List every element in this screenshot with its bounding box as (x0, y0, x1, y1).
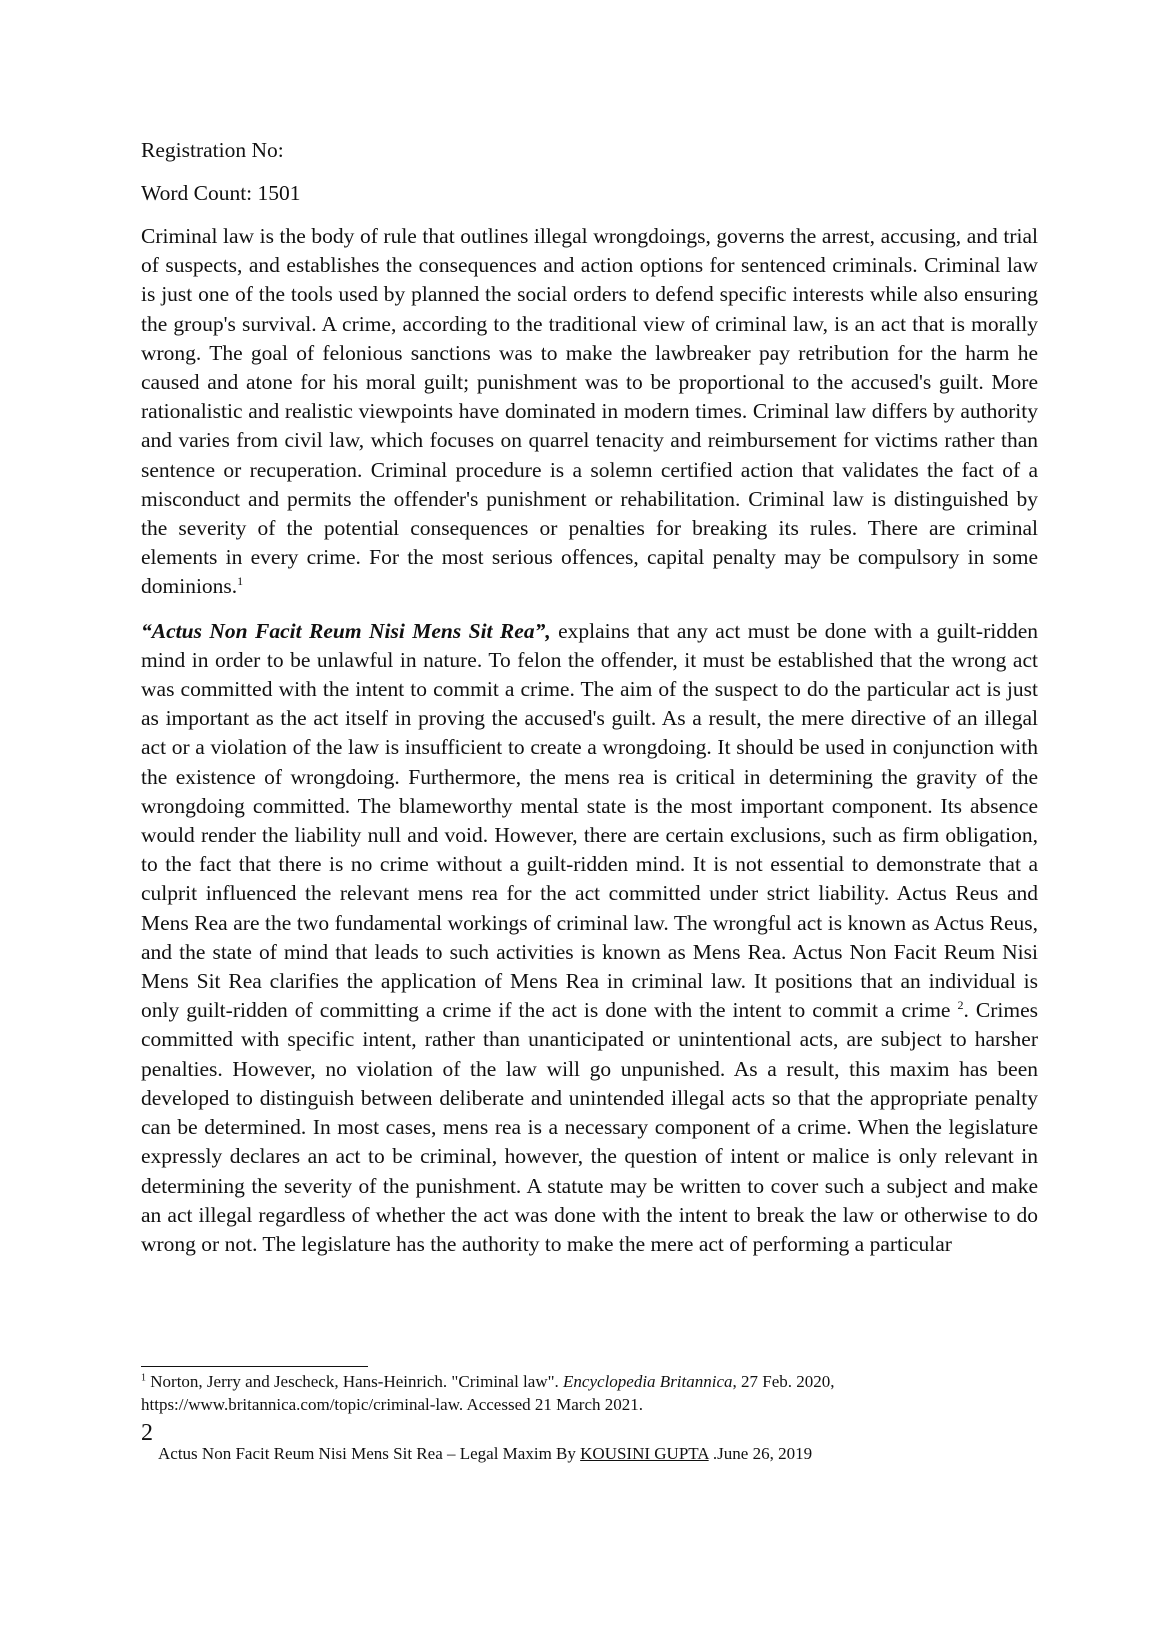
footnote-2 (158, 1442, 1038, 1465)
footnote-1-text-a: Norton, Jerry and Jescheck, Hans-Heinrich. "Criminal law". (146, 1372, 564, 1391)
paragraph-actus-non-facit (141, 617, 1038, 1259)
paragraph-2-text-b: . Crimes committed with specific intent, rather than unanticipated or unintentional acts, are subject to harsher penalties. However, no violation of the law will go unpunished. As a result, this maxim has been developed to distinguish between deliberate and unintended illegal acts so that the appropriate penalty can be determined. In most cases, mens rea is a necessary component of a crime. When the legislature expressly declares an act to be criminal, however, the question of intent or malice is only relevant in determining the severity of the punishment. A statute may be written to cover such a subject and make an act illegal regardless of whether the act was done with the intent to break the law or otherwise to do wrong or not. The legislature has the authority to make the mere act of performing a particular (141, 998, 1038, 1256)
footnote-1-text-b: , 27 Feb. 2020, https://www.britannica.com/topic/criminal-law. Accessed 21 March 2021. (141, 1372, 835, 1414)
footnote-2-text-b: .June 26, 2019 (708, 1444, 813, 1463)
footnote-1-number: 1 (141, 1372, 146, 1384)
footnote-1-source: Encyclopedia Britannica (563, 1372, 733, 1391)
paragraph-criminal-law (141, 222, 1038, 602)
footnote-ref-1[interactable]: 1 (237, 574, 244, 589)
body-content (141, 136, 1038, 1274)
paragraph-2-text-a: explains that any act must be done with a guilt-ridden mind in order to be unlawful in nature. To felon the offender, it must be established that the wrong act was committed with the intent to commit a crime. The aim of the suspect to do the particular act is just as important as the act itself in proving the accused's guilt. As a result, the mere directive of an illegal act or a violation of the law is insufficient to create a wrongdoing. It should be used in conjunction with the existence of wrongdoing. Furthermore, the mens rea is critical in determining the gravity of the wrongdoing committed. The blameworthy mental state is the most important component. Its absence would render the liability null and void. However, there are certain exclusions, such as firm obligation, to the fact that there is no crime without a guilt-ridden mind. It is not essential to demonstrate that a culprit influenced the relevant mens rea for the act committed under strict liability. Actus Reus and Mens Rea are the two fundamental workings of criminal law. The wrongful act is known as Actus Reus, and the state of mind that leads to such activities is known as Mens Rea. Actus Non Facit Reum Nisi Mens Sit Rea clarifies the application of Mens Rea in criminal law. It positions that an individual is only guilt-ridden of committing a crime if the act is done with the intent to commit a crime (141, 618, 1039, 1023)
paragraph-1-text: Criminal law is the body of rule that outlines illegal wrongdoings, governs the arrest, accusing, and trial of suspects, and establishes the consequences and action options for sentenced criminals. Criminal law is just one of the tools used by planned the social orders to defend specific interests while also ensuring the group's survival. A crime, according to the traditional view of criminal law, is an act that is morally wrong. The goal of felonious sanctions was to make the lawbreaker pay retribution for the harm he caused and atone for his moral guilt; punishment was to be proportional to the accused's guilt. More rationalistic and realistic viewpoints have dominated in modern times. Criminal law differs by authority and varies from civil law, which focuses on quarrel tenacity and reimbursement for victims rather than sentence or recuperation. Criminal procedure is a solemn certified action that validates the fact of a misconduct and permits the offender's punishment or rehabilitation. Criminal law is distinguished by the severity of the potential consequences or penalties for breaking its rules. There are criminal elements in every crime. For the most serious offences, capital penalty may be compulsory in some dominions. (141, 224, 1038, 599)
word-count-label: Word Count: 1501 (141, 181, 301, 205)
registration-label: Registration No: (141, 138, 284, 162)
footnote-1 (141, 1370, 1038, 1416)
footnotes (141, 1370, 1038, 1465)
footnote-2-author-link[interactable]: KOUSINI GUPTA (580, 1444, 709, 1463)
footnote-ref-2[interactable]: 2 (957, 998, 964, 1013)
maxim-title: “Actus Non Facit Reum Nisi Mens Sit Rea”, (141, 618, 551, 643)
footnote-2-number: 2 (141, 1420, 153, 1446)
footnote-separator (141, 1366, 368, 1367)
footnote-2-text-a: Actus Non Facit Reum Nisi Mens Sit Rea – Legal Maxim By (158, 1444, 581, 1463)
